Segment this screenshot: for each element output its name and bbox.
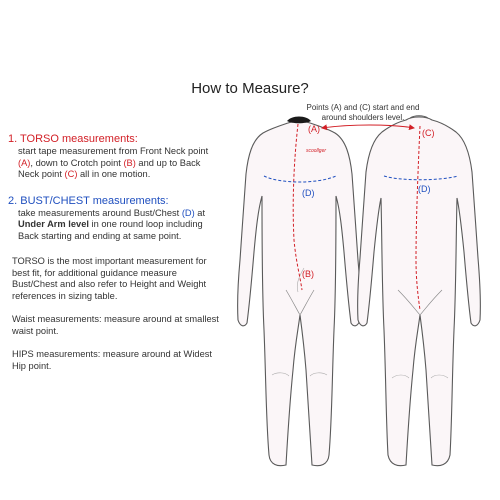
label-c: (C) [422, 128, 435, 138]
label-b: (B) [302, 269, 314, 279]
bust-heading: 2. BUST/CHEST measurements: [8, 194, 169, 207]
label-d-back: (D) [418, 184, 431, 194]
text-run: , down to Crotch point [30, 157, 124, 168]
page-title: How to Measure? [191, 80, 309, 97]
text-run: in one round loop including Back starting and ending at same point. [18, 219, 203, 241]
text-run: take measurements around Bust/Chest [18, 207, 182, 218]
text-run: all in one motion. [77, 169, 151, 179]
text-run: at [194, 207, 206, 218]
back-wetsuit-figure [358, 116, 481, 466]
hips-note: HIPS measurements: measure around at Widest Hip point. [12, 349, 212, 371]
text-run: (D) [181, 207, 195, 218]
label-a: (A) [308, 124, 320, 134]
waist-note: Waist measurements: measure around at smallest waist point. [12, 314, 219, 336]
back-suit-body [358, 117, 481, 466]
label-d-front: (D) [302, 188, 315, 198]
front-suit-body [238, 122, 361, 466]
text-run: Under Arm level [18, 219, 89, 229]
text-run: (B) [123, 157, 136, 168]
text-run: (A) [18, 157, 31, 168]
front-wetsuit-figure [238, 117, 361, 466]
points-note-line-2: around shoulders level. [321, 112, 405, 122]
brand-logo-text: scoollger [306, 148, 327, 154]
points-note-line-1: Points (A) and (C) start and end [306, 103, 420, 112]
front-collar [287, 117, 311, 124]
text-run: start tape measurement from Front Neck point [18, 146, 209, 156]
torso-importance-note: TORSO is the most important measurement for best fit, for additional guidance measure Bust/Chest and also refer to Height and Weight references in sizing table. [12, 256, 207, 301]
text-run: and up to Back Neck point [18, 157, 201, 179]
torso-heading: 1. TORSO measurements: [8, 133, 138, 145]
text-run: (C) [64, 169, 78, 179]
